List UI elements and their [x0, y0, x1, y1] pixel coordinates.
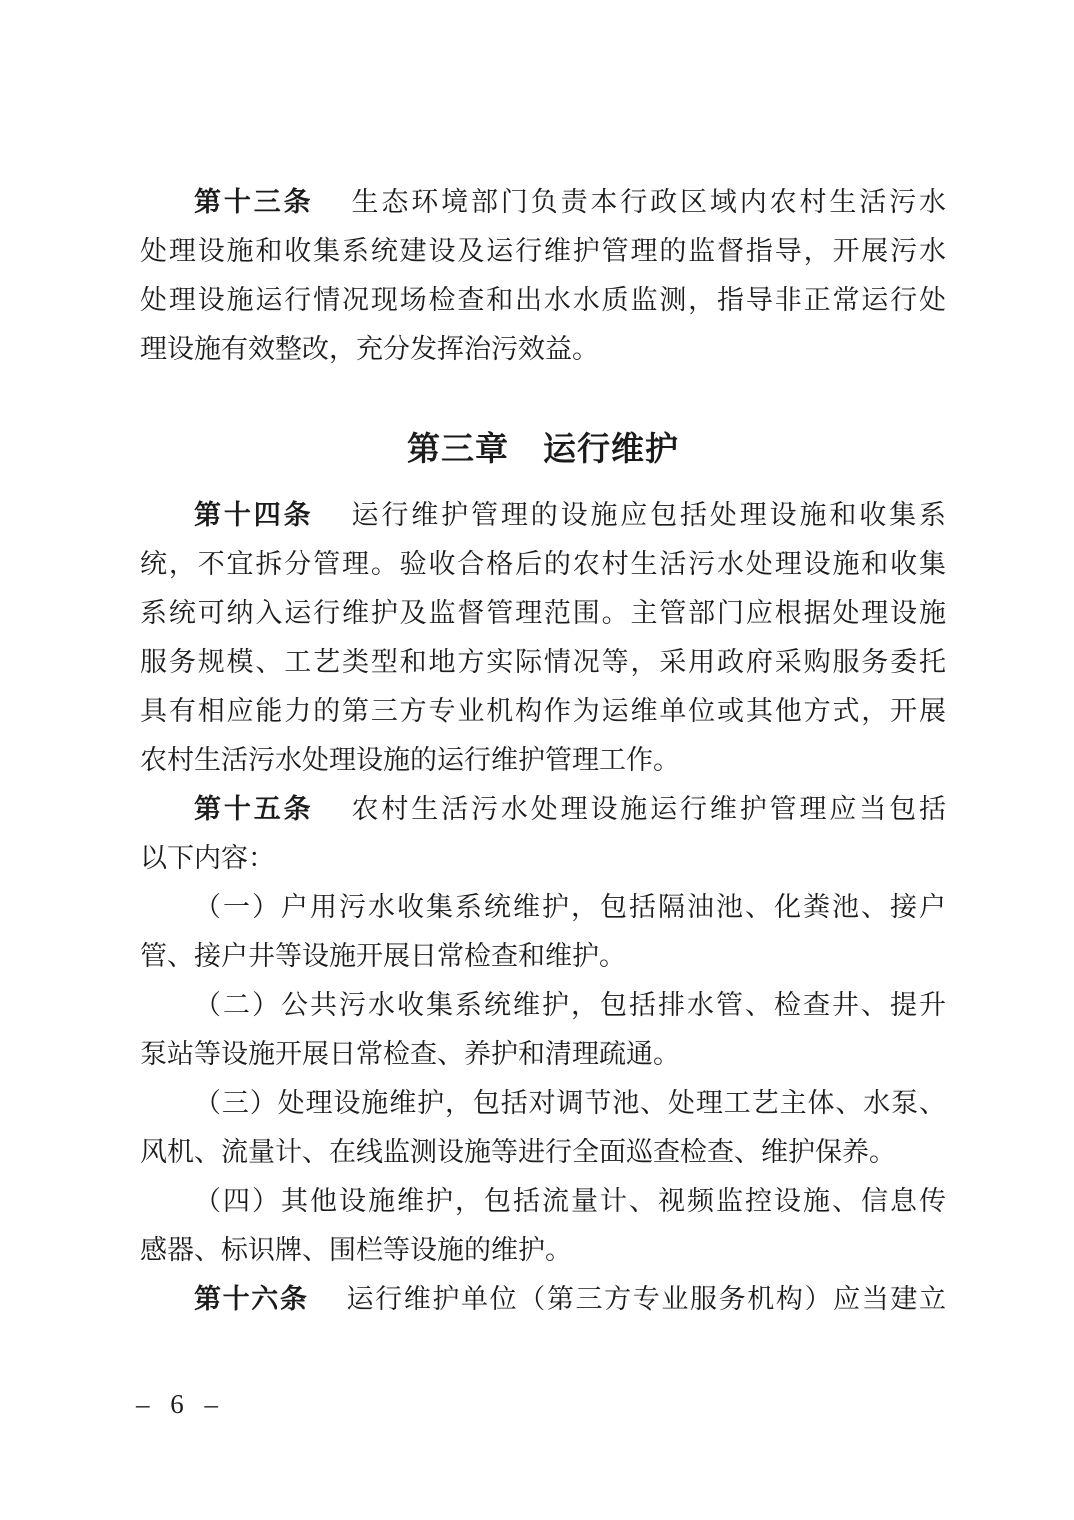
list-item-4-paragraph [140, 1177, 946, 1275]
text-line [140, 491, 946, 540]
text-line [140, 1275, 946, 1324]
chapter-heading: 第三章 运行维护 [407, 430, 679, 467]
text-line-content: 农村生活污水处理设施运行维护管理应当包括 [351, 794, 947, 824]
text-line-content: 生态环境部门负责本行政区域内农村生活污水 [351, 187, 947, 217]
text-line: 服务规模、工艺类型和地方实际情况等，采用政府采购服务委托 [140, 647, 946, 677]
text-line: 感器、标识牌、围栏等设施的维护。 [140, 1235, 572, 1265]
text-line: 具有相应能力的第三方专业机构作为运维单位或其他方式，开展 [140, 696, 946, 726]
page-number: – 6 – [136, 1389, 225, 1419]
article-13-paragraph [140, 178, 946, 374]
text-line: 农村生活污水处理设施的运行维护管理工作。 [140, 745, 680, 775]
document-page [140, 178, 946, 1324]
text-line: （三）处理设施维护，包括对调节池、处理工艺主体、水泵、 [194, 1088, 946, 1118]
text-line [140, 785, 946, 834]
text-line: 管、接户井等设施开展日常检查和维护。 [140, 941, 626, 971]
text-line: 处理设施运行情况现场检查和出水水质监测，指导非正常运行处 [140, 285, 946, 315]
list-item-2-paragraph [140, 981, 946, 1079]
text-line: 系统可纳入运行维护及监督管理范围。主管部门应根据处理设施 [140, 598, 946, 628]
article-15-paragraph [140, 785, 946, 883]
article-14-paragraph [140, 491, 946, 785]
article-number-label: 第十四条 [194, 500, 314, 530]
text-line: （二）公共污水收集系统维护，包括排水管、检查井、提升 [194, 990, 946, 1020]
article-number-label: 第十六条 [194, 1284, 309, 1314]
list-item-1-paragraph [140, 883, 946, 981]
text-line [140, 178, 946, 227]
text-line: 以下内容： [140, 843, 275, 873]
text-line: 统，不宜拆分管理。验收合格后的农村生活污水处理设施和收集 [140, 549, 946, 579]
article-number-label: 第十五条 [194, 794, 314, 824]
text-line: 风机、流量计、在线监测设施等进行全面巡查检查、维护保养。 [140, 1137, 896, 1167]
text-line-content: 运行维护管理的设施应包括处理设施和收集系 [351, 500, 947, 530]
text-line-content: 运行维护单位（第三方专业服务机构）应当建立 [346, 1284, 946, 1314]
article-number-label: 第十三条 [194, 187, 314, 217]
article-16-paragraph [140, 1275, 946, 1324]
text-line: （四）其他设施维护，包括流量计、视频监控设施、信息传 [194, 1186, 946, 1216]
text-line: 处理设施和收集系统建设及运行维护管理的监督指导，开展污水 [140, 236, 946, 266]
list-item-3-paragraph [140, 1079, 946, 1177]
text-line: （一）户用污水收集系统维护，包括隔油池、化粪池、接户 [194, 892, 946, 922]
text-line: 理设施有效整改，充分发挥治污效益。 [140, 334, 599, 364]
text-line: 泵站等设施开展日常检查、养护和清理疏通。 [140, 1039, 680, 1069]
